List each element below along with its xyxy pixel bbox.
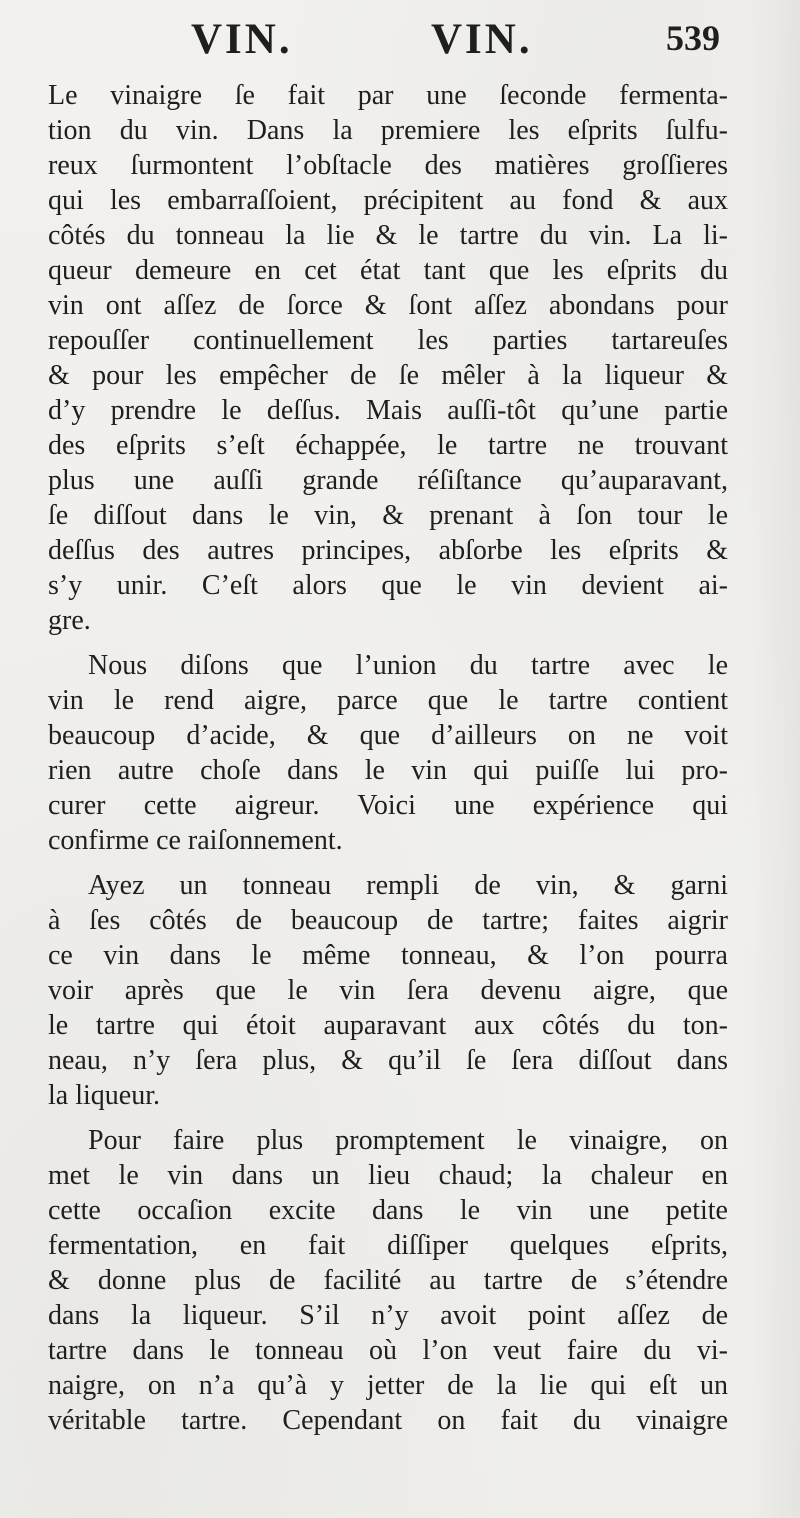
text-line: cette occaſion excite dans le vin une petite [48, 1195, 728, 1226]
text-line: plus une auſſi grande réſiſtance qu’auparavant, [48, 465, 728, 496]
text-line: des eſprits s’eſt échappée, le tartre ne trouvant [48, 430, 728, 461]
text-line: fermentation, en fait diſſiper quelques eſprits, [48, 1230, 728, 1261]
text-line: qui les embarraſſoient, précipitent au fond & aux [48, 185, 728, 216]
text-line: s’y unir. C’eſt alors que le vin devient ai- [48, 570, 728, 601]
text-line: d’y prendre le deſſus. Mais auſſi-tôt qu’une partie [48, 395, 728, 426]
text-line: Le vinaigre ſe fait par une ſeconde fermenta- [48, 80, 728, 111]
page-edge-shadow [748, 0, 800, 1518]
text-line: repouſſer continuellement les parties tartareuſes [48, 325, 728, 356]
text-line: ce vin dans le même tonneau, & l’on pourra [48, 940, 728, 971]
text-line: met le vin dans un lieu chaud; la chaleur en [48, 1160, 728, 1191]
text-line: dans la liqueur. S’il n’y avoit point aſſez de [48, 1300, 728, 1331]
text-line: reux ſurmontent l’obſtacle des matières groſſieres [48, 150, 728, 181]
paragraph [48, 868, 728, 1113]
paragraph [48, 648, 728, 858]
text-line: gre. [48, 605, 91, 636]
text-line: confirme ce raiſonnement. [48, 825, 343, 856]
text-line: voir après que le vin ſera devenu aigre, que [48, 975, 728, 1006]
running-head-left: VIN. [191, 16, 293, 63]
text-line: côtés du tonneau la lie & le tartre du vin. La li- [48, 220, 728, 251]
text-line: tartre dans le tonneau où l’on veut faire du vi- [48, 1335, 728, 1366]
text-line: rien autre choſe dans le vin qui puiſſe lui pro- [48, 755, 728, 786]
page-number: 539 [666, 18, 720, 58]
text-line: tion du vin. Dans la premiere les eſprits ſulfu- [48, 115, 728, 146]
running-header [0, 18, 800, 76]
text-line: Ayez un tonneau rempli de vin, & garni [88, 870, 728, 901]
text-line: curer cette aigreur. Voici une expérience qui [48, 790, 728, 821]
text-line: la liqueur. [48, 1080, 160, 1111]
text-line: le tartre qui étoit auparavant aux côtés du ton- [48, 1010, 728, 1041]
text-line: & pour les empêcher de ſe mêler à la liqueur & [48, 360, 728, 391]
text-line: vin le rend aigre, parce que le tartre contient [48, 685, 728, 716]
text-line: véritable tartre. Cependant on fait du vinaigre [48, 1405, 728, 1436]
running-head-center: VIN. [431, 16, 533, 63]
paragraph [48, 1123, 728, 1438]
text-line: ſe diſſout dans le vin, & prenant à ſon tour le [48, 500, 728, 531]
body-text [48, 78, 728, 1448]
text-line: à ſes côtés de beaucoup de tartre; faites aigrir [48, 905, 728, 936]
paragraph [48, 78, 728, 638]
text-line: deſſus des autres principes, abſorbe les eſprits & [48, 535, 728, 566]
text-line: vin ont aſſez de ſorce & ſont aſſez abondans pour [48, 290, 728, 321]
text-line: Nous diſons que l’union du tartre avec le [88, 650, 728, 681]
text-line: Pour faire plus promptement le vinaigre, on [88, 1125, 728, 1156]
text-line: & donne plus de facilité au tartre de s’étendre [48, 1265, 728, 1296]
text-line: beaucoup d’acide, & que d’ailleurs on ne voit [48, 720, 728, 751]
text-line: naigre, on n’a qu’à y jetter de la lie qui eſt un [48, 1370, 728, 1401]
text-line: queur demeure en cet état tant que les eſprits du [48, 255, 728, 286]
text-line: neau, n’y ſera plus, & qu’il ſe ſera diſſout dans [48, 1045, 728, 1076]
